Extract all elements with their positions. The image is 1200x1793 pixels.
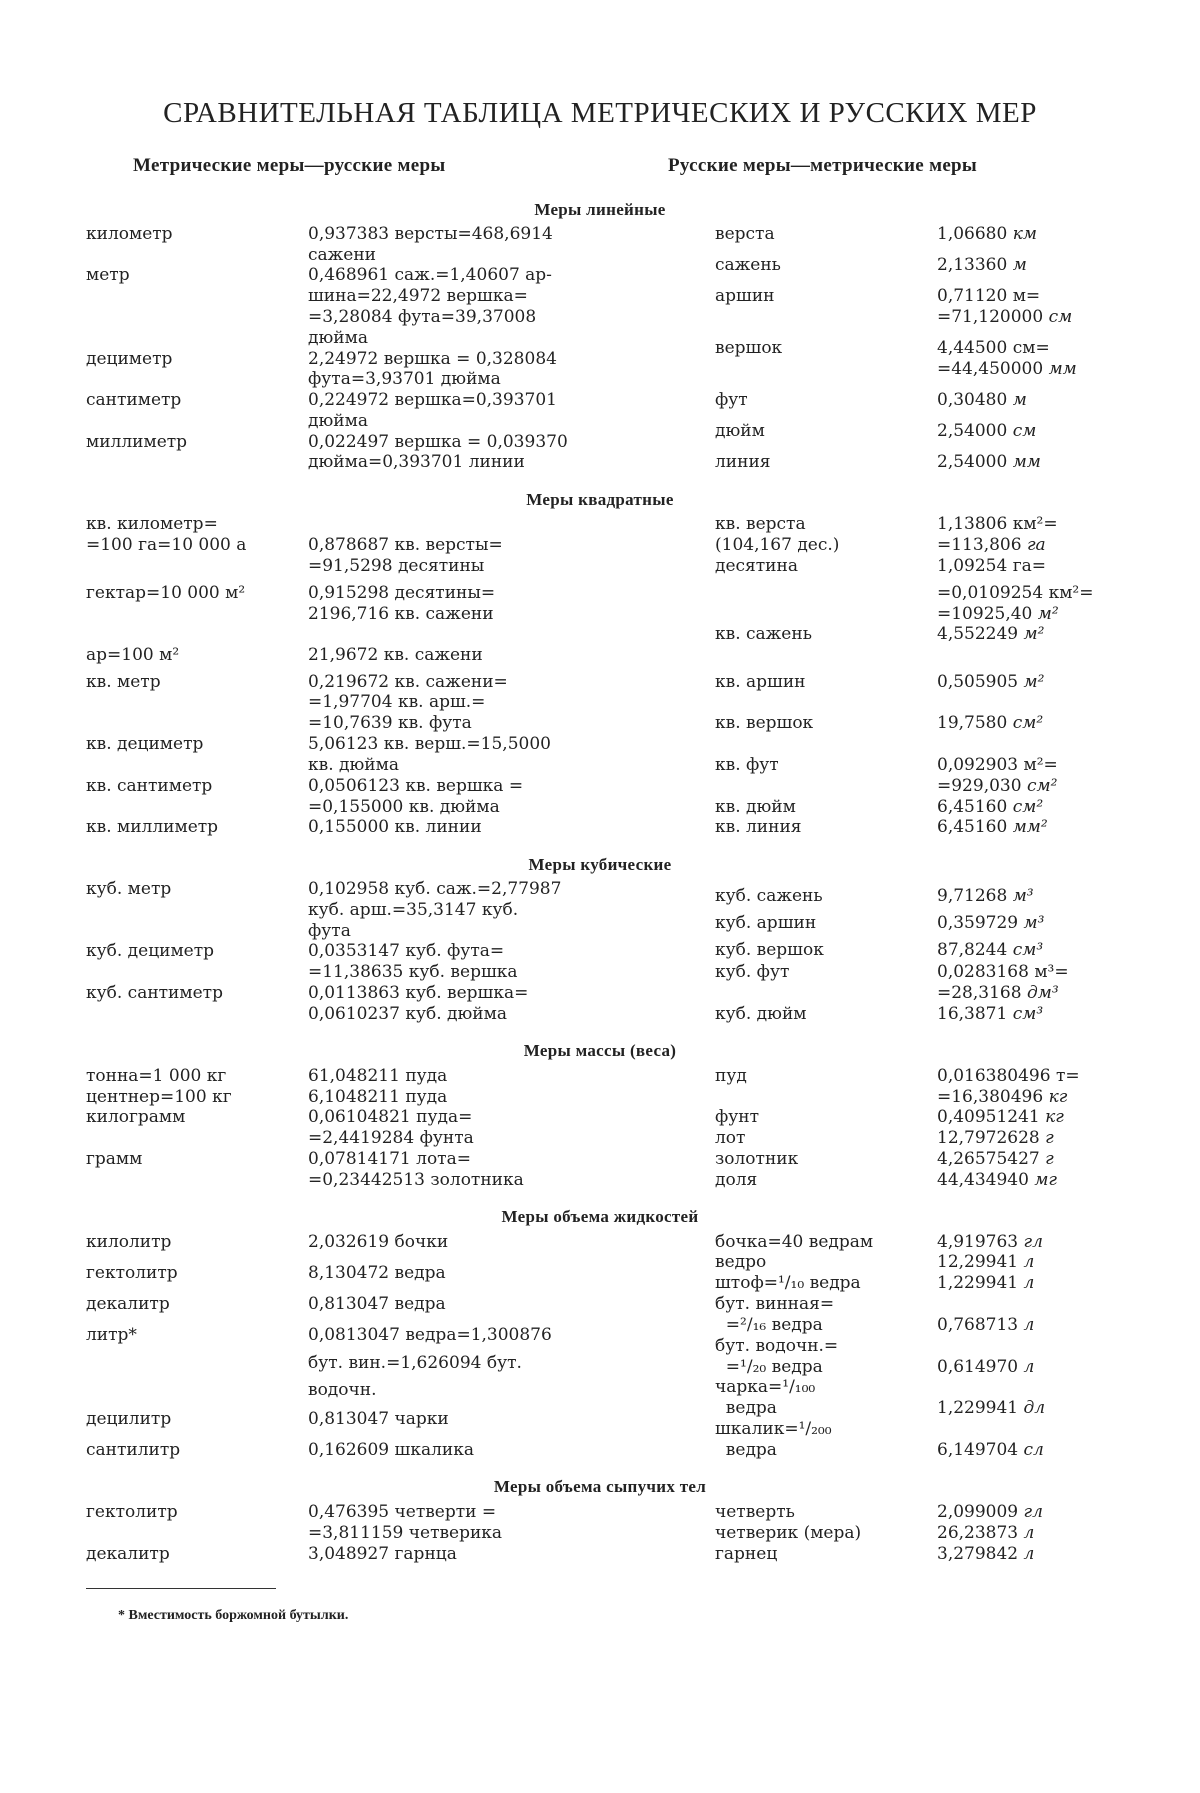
metric-unit-cell: метр <box>86 265 130 285</box>
russian-unit-cell: доля <box>715 1170 758 1190</box>
metric-equivalent-cell: 0,505905 м² <box>937 672 1045 692</box>
russian-equivalent-cell: 21,9672 кв. сажени <box>308 645 483 665</box>
russian-equivalent-cell: 0,0353147 куб. фута= <box>308 941 505 961</box>
russian-unit-cell: линия <box>715 452 771 472</box>
section-heading-linear: Меры линейные <box>534 200 666 219</box>
metric-equivalent-cell: 0,614970 л <box>937 1357 1035 1377</box>
metric-equivalent-cell: 12,7972628 г <box>937 1128 1054 1148</box>
russian-unit-cell: дюйм <box>715 421 765 441</box>
metric-unit-cell: кв. дециметр <box>86 734 204 754</box>
metric-unit-cell: километр <box>86 224 173 244</box>
section-heading-cubic: Меры кубические <box>528 855 672 874</box>
metric-unit-cell: грамм <box>86 1149 143 1169</box>
russian-unit-cell: четверть <box>715 1502 795 1522</box>
russian-equivalent-cell: =0,23442513 золотника <box>308 1170 524 1190</box>
russian-equivalent-cell: =2,4419284 фунта <box>308 1128 474 1148</box>
metric-unit-cell: куб. сантиметр <box>86 983 223 1003</box>
russian-unit-cell: шкалик=¹/₂₀₀ <box>715 1419 832 1439</box>
russian-equivalent-cell: 5,06123 кв. верш.=15,5000 <box>308 734 551 754</box>
russian-equivalent-cell: фута <box>308 921 351 941</box>
metric-equivalent-cell: 0,016380496 т= <box>937 1066 1080 1086</box>
russian-equivalent-cell: 0,915298 десятины= <box>308 583 496 603</box>
metric-equivalent-cell: 0,092903 м²= <box>937 755 1058 775</box>
russian-equivalent-cell: 0,0506123 кв. вершка = <box>308 776 524 796</box>
metric-equivalent-cell: 1,06680 км <box>937 224 1037 244</box>
metric-unit-cell: тонна=1 000 кг <box>86 1066 227 1086</box>
metric-equivalent-cell: 87,8244 см³ <box>937 940 1044 960</box>
metric-equivalent-cell: 0,0283168 м³= <box>937 962 1069 982</box>
russian-unit-cell: куб. сажень <box>715 886 823 906</box>
russian-equivalent-cell: 0,813047 ведра <box>308 1294 446 1314</box>
russian-equivalent-cell: 0,224972 вершка=0,393701 <box>308 390 557 410</box>
metric-equivalent-cell: 4,919763 гл <box>937 1232 1043 1252</box>
footnote-divider <box>86 1588 276 1589</box>
russian-equivalent-cell: =11,38635 куб. вершка <box>308 962 518 982</box>
metric-equivalent-cell: 26,23873 л <box>937 1523 1035 1543</box>
metric-unit-cell: гектолитр <box>86 1263 178 1283</box>
metric-unit-cell: декалитр <box>86 1544 170 1564</box>
russian-unit-cell: четверик (мера) <box>715 1523 862 1543</box>
metric-equivalent-cell: 0,40951241 кг <box>937 1107 1064 1127</box>
subtitle-metric-to-russian: Метрические меры—русские меры <box>133 155 446 176</box>
metric-equivalent-cell: 19,7580 см² <box>937 713 1044 733</box>
russian-equivalent-cell: дюйма <box>308 328 368 348</box>
russian-unit-cell: (104,167 дес.) <box>715 535 840 555</box>
metric-unit-cell: кв. миллиметр <box>86 817 219 837</box>
metric-equivalent-cell: 0,71120 м= <box>937 286 1041 306</box>
metric-equivalent-cell: =28,3168 дм³ <box>937 983 1059 1003</box>
metric-equivalent-cell: 1,13806 км²= <box>937 514 1058 534</box>
metric-equivalent-cell: =44,450000 мм <box>937 359 1077 379</box>
russian-equivalent-cell: 8,130472 ведра <box>308 1263 446 1283</box>
russian-unit-cell: верста <box>715 224 775 244</box>
russian-equivalent-cell: 2196,716 кв. сажени <box>308 604 494 624</box>
russian-equivalent-cell: 0,219672 кв. сажени= <box>308 672 508 692</box>
metric-unit-cell: кв. метр <box>86 672 161 692</box>
metric-equivalent-cell: 4,26575427 г <box>937 1149 1054 1169</box>
metric-equivalent-cell: 6,45160 см² <box>937 797 1044 817</box>
russian-equivalent-cell: шина=22,4972 вершка= <box>308 286 528 306</box>
metric-equivalent-cell: 16,3871 см³ <box>937 1004 1044 1024</box>
metric-equivalent-cell: 0,30480 м <box>937 390 1027 410</box>
russian-equivalent-cell: =1,97704 кв. арш.= <box>308 692 486 712</box>
metric-equivalent-cell: 4,44500 см= <box>937 338 1050 358</box>
russian-equivalent-cell: 61,048211 пуда <box>308 1066 448 1086</box>
russian-equivalent-cell: 0,878687 кв. версты= <box>308 535 503 555</box>
russian-equivalent-cell: 0,06104821 пуда= <box>308 1107 473 1127</box>
russian-unit-cell: кв. аршин <box>715 672 806 692</box>
russian-equivalent-cell: водочн. <box>308 1380 377 1400</box>
russian-unit-cell: фунт <box>715 1107 760 1127</box>
metric-equivalent-cell: =113,806 га <box>937 535 1046 555</box>
russian-equivalent-cell: =91,5298 десятины <box>308 556 485 576</box>
metric-unit-cell: дециметр <box>86 349 173 369</box>
russian-unit-cell: кв. фут <box>715 755 779 775</box>
russian-equivalent-cell: дюйма <box>308 411 368 431</box>
metric-equivalent-cell: =929,030 см² <box>937 776 1058 796</box>
metric-unit-cell: кв. километр= <box>86 514 218 534</box>
metric-equivalent-cell: =0,0109254 км²= <box>937 583 1094 603</box>
russian-equivalent-cell: 2,24972 вершка = 0,328084 <box>308 349 557 369</box>
russian-equivalent-cell: 0,813047 чарки <box>308 1409 449 1429</box>
russian-unit-cell: десятина <box>715 556 798 576</box>
russian-equivalent-cell: =3,28084 фута=39,37008 <box>308 307 537 327</box>
metric-equivalent-cell: 4,552249 м² <box>937 624 1045 644</box>
section-heading-mass: Меры массы (веса) <box>523 1041 677 1060</box>
russian-unit-cell: кв. верста <box>715 514 806 534</box>
metric-equivalent-cell: 44,434940 мг <box>937 1170 1058 1190</box>
russian-equivalent-cell: 3,048927 гарнца <box>308 1544 457 1564</box>
metric-unit-cell: килограмм <box>86 1107 186 1127</box>
metric-unit-cell: литр* <box>86 1325 137 1345</box>
russian-unit-cell: куб. аршин <box>715 913 817 933</box>
metric-equivalent-cell: =16,380496 кг <box>937 1087 1068 1107</box>
metric-equivalent-cell: 1,229941 л <box>937 1273 1035 1293</box>
russian-equivalent-cell: дюйма=0,393701 линии <box>308 452 525 472</box>
metric-equivalent-cell: 0,768713 л <box>937 1315 1035 1335</box>
subtitle-russian-to-metric: Русские меры—метрические меры <box>668 155 978 176</box>
russian-unit-cell: ведро <box>715 1252 767 1272</box>
russian-unit-cell: фут <box>715 390 748 410</box>
russian-unit-cell: аршин <box>715 286 775 306</box>
metric-equivalent-cell: 9,71268 м³ <box>937 886 1034 906</box>
metric-unit-cell: децилитр <box>86 1409 172 1429</box>
section-heading-square: Меры квадратные <box>526 490 674 509</box>
russian-unit-cell: =²/₁₆ ведра <box>715 1315 823 1335</box>
russian-unit-cell: золотник <box>715 1149 799 1169</box>
russian-unit-cell: сажень <box>715 255 781 275</box>
russian-equivalent-cell: 0,022497 вершка = 0,039370 <box>308 432 568 452</box>
russian-equivalent-cell: 0,476395 четверти = <box>308 1502 497 1522</box>
russian-unit-cell: кв. сажень <box>715 624 812 644</box>
metric-equivalent-cell: 2,54000 см <box>937 421 1037 441</box>
russian-equivalent-cell: 0,468961 саж.=1,40607 ар- <box>308 265 552 285</box>
russian-equivalent-cell: 0,162609 шкалика <box>308 1440 474 1460</box>
russian-unit-cell: бут. винная= <box>715 1294 835 1314</box>
russian-unit-cell: вершок <box>715 338 783 358</box>
section-heading-dry: Меры объема сыпучих тел <box>493 1477 707 1496</box>
metric-unit-cell: миллиметр <box>86 432 188 452</box>
russian-unit-cell: лот <box>715 1128 746 1148</box>
russian-equivalent-cell: бут. вин.=1,626094 бут. <box>308 1353 522 1373</box>
russian-unit-cell: кв. линия <box>715 817 802 837</box>
russian-equivalent-cell: =3,811159 четверика <box>308 1523 503 1543</box>
footnote: * Вместимость боржомной бутылки. <box>118 1608 349 1623</box>
russian-unit-cell: кв. вершок <box>715 713 814 733</box>
russian-unit-cell: чарка=¹/₁₀₀ <box>715 1377 816 1397</box>
russian-unit-cell: ведра <box>715 1440 777 1460</box>
russian-unit-cell: бочка=40 ведрам <box>715 1232 874 1252</box>
metric-equivalent-cell: 6,45160 мм² <box>937 817 1048 837</box>
metric-unit-cell: куб. метр <box>86 879 172 899</box>
russian-unit-cell: штоф=¹/₁₀ ведра <box>715 1273 861 1293</box>
russian-unit-cell: бут. водочн.= <box>715 1336 839 1356</box>
metric-unit-cell: кв. сантиметр <box>86 776 213 796</box>
russian-equivalent-cell: 0,0113863 куб. вершка= <box>308 983 529 1003</box>
russian-unit-cell: куб. фут <box>715 962 790 982</box>
russian-unit-cell: гарнец <box>715 1544 778 1564</box>
russian-equivalent-cell: кв. дюйма <box>308 755 399 775</box>
metric-equivalent-cell: 3,279842 л <box>937 1544 1035 1564</box>
metric-unit-cell: сантилитр <box>86 1440 181 1460</box>
russian-equivalent-cell: сажени <box>308 245 377 265</box>
russian-equivalent-cell: куб. арш.=35,3147 куб. <box>308 900 519 920</box>
section-heading-liquid: Меры объема жидкостей <box>501 1207 699 1226</box>
russian-equivalent-cell: 2,032619 бочки <box>308 1232 449 1252</box>
russian-equivalent-cell: 6,1048211 пуда <box>308 1087 448 1107</box>
russian-unit-cell: пуд <box>715 1066 747 1086</box>
metric-equivalent-cell: =71,120000 см <box>937 307 1073 327</box>
metric-unit-cell: центнер=100 кг <box>86 1087 232 1107</box>
russian-equivalent-cell: =10,7639 кв. фута <box>308 713 472 733</box>
metric-equivalent-cell: 6,149704 сл <box>937 1440 1044 1460</box>
metric-unit-cell: куб. дециметр <box>86 941 215 961</box>
russian-equivalent-cell: 0,102958 куб. саж.=2,77987 <box>308 879 562 899</box>
russian-equivalent-cell: =0,155000 кв. дюйма <box>308 797 500 817</box>
russian-equivalent-cell: 0,0610237 куб. дюйма <box>308 1004 507 1024</box>
metric-equivalent-cell: 0,359729 м³ <box>937 913 1045 933</box>
russian-unit-cell: куб. дюйм <box>715 1004 807 1024</box>
metric-unit-cell: сантиметр <box>86 390 182 410</box>
metric-equivalent-cell: 1,229941 дл <box>937 1398 1046 1418</box>
russian-unit-cell: ведра <box>715 1398 777 1418</box>
metric-equivalent-cell: =10925,40 м² <box>937 604 1059 624</box>
metric-equivalent-cell: 2,099009 гл <box>937 1502 1043 1522</box>
metric-equivalent-cell: 12,29941 л <box>937 1252 1035 1272</box>
metric-unit-cell: ар=100 м² <box>86 645 180 665</box>
metric-unit-cell: гектар=10 000 м² <box>86 583 246 603</box>
russian-equivalent-cell: 0,155000 кв. линии <box>308 817 482 837</box>
metric-unit-cell: гектолитр <box>86 1502 178 1522</box>
russian-equivalent-cell: 0,0813047 ведра=1,300876 <box>308 1325 552 1345</box>
russian-equivalent-cell: фута=3,93701 дюйма <box>308 369 501 389</box>
russian-equivalent-cell: 0,937383 версты=468,6914 <box>308 224 553 244</box>
russian-equivalent-cell: 0,07814171 лота= <box>308 1149 471 1169</box>
metric-unit-cell: килолитр <box>86 1232 172 1252</box>
russian-unit-cell: кв. дюйм <box>715 797 796 817</box>
metric-unit-cell: декалитр <box>86 1294 170 1314</box>
page-title: СРАВНИТЕЛЬНАЯ ТАБЛИЦА МЕТРИЧЕСКИХ И РУССКИХ МЕР <box>163 97 1037 129</box>
russian-unit-cell: куб. вершок <box>715 940 824 960</box>
metric-unit-cell: =100 га=10 000 а <box>86 535 247 555</box>
metric-equivalent-cell: 2,54000 мм <box>937 452 1041 472</box>
metric-equivalent-cell: 1,09254 га= <box>937 556 1046 576</box>
russian-unit-cell: =¹/₂₀ ведра <box>715 1357 823 1377</box>
metric-equivalent-cell: 2,13360 м <box>937 255 1027 275</box>
